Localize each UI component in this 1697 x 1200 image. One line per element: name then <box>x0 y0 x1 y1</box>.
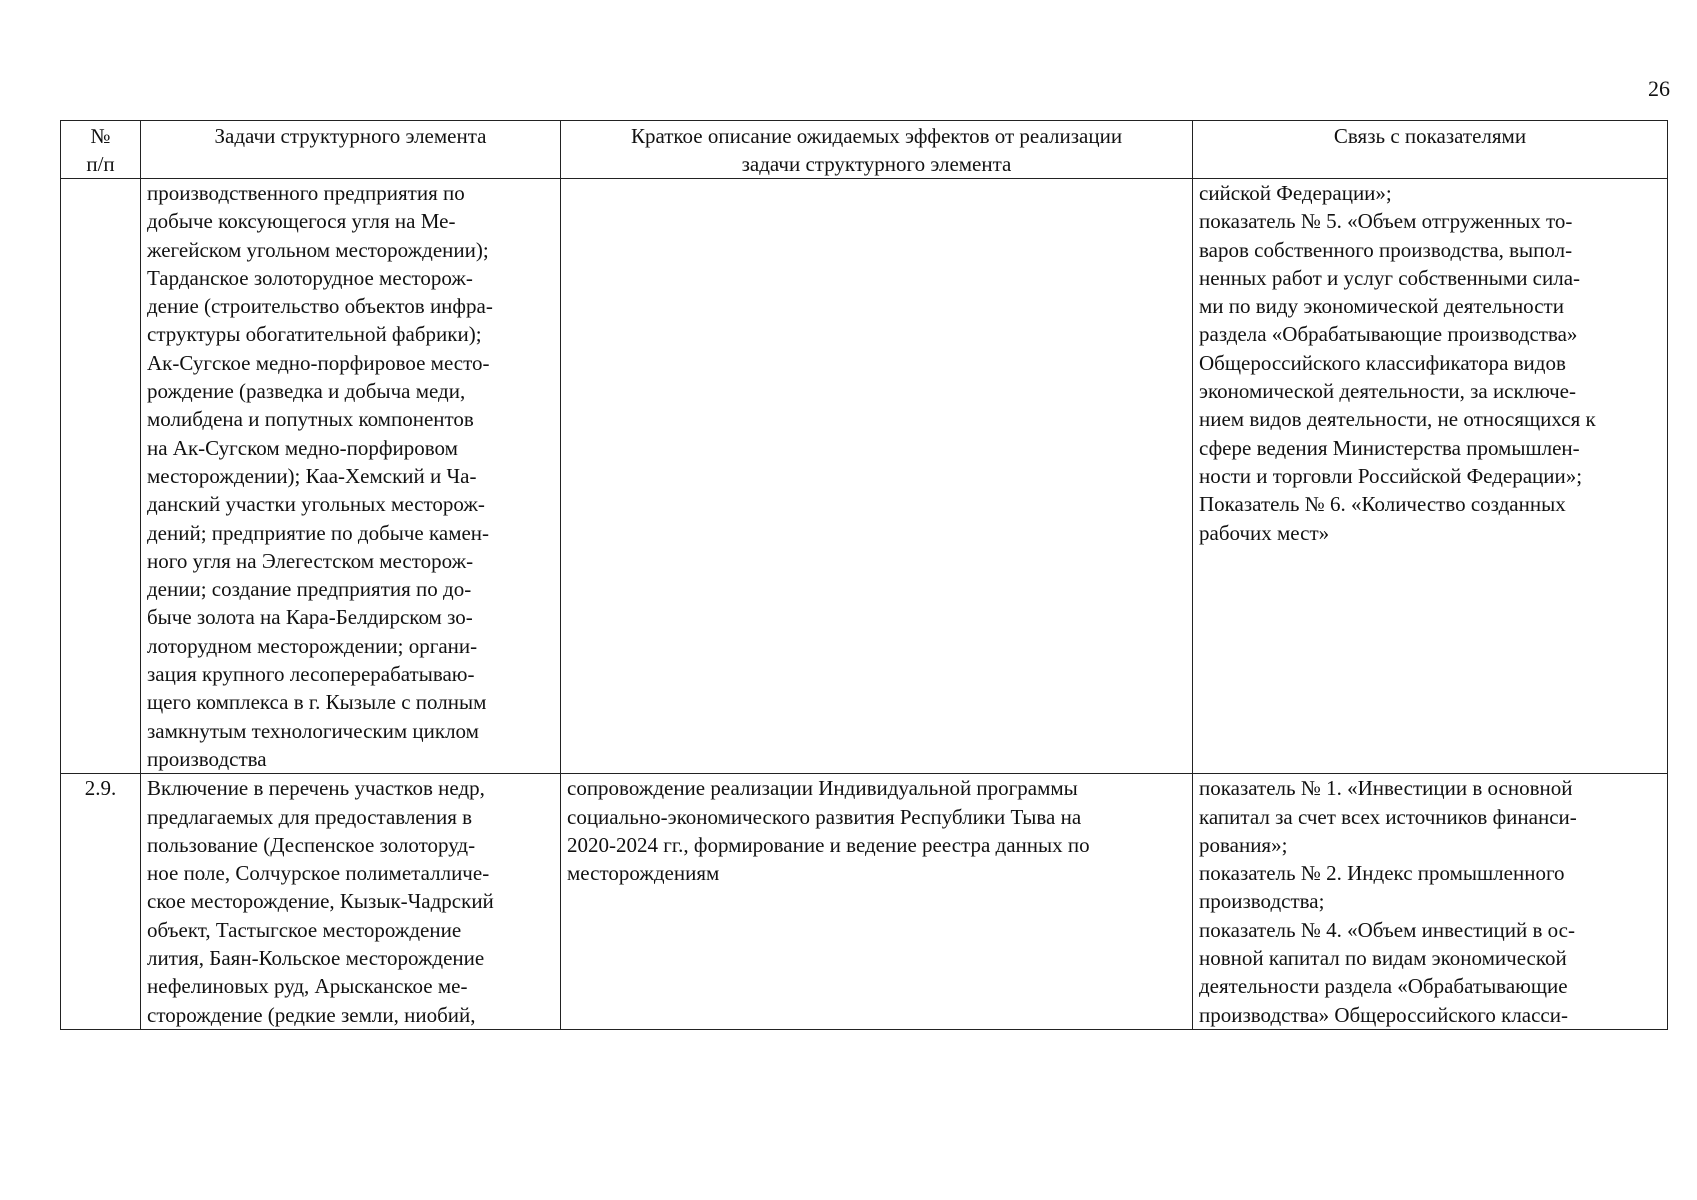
header-effects: Краткое описание ожидаемых эффектов от реализации задачи структурного элемента <box>561 121 1193 179</box>
table-header-row <box>61 121 1668 179</box>
task-cell: Включение в перечень участков недр, предлагаемых для предоставления в пользование (Деспенское золоторуд- ное поле, Солчурское полиметалличе- ское месторождение, Кызык-Чадрский объект, Тастыгское месторождение лития, Баян-Кольское месторождение нефелиновых руд, Арысканское ме- сторождение (редкие земли, ниобий, <box>141 774 561 1030</box>
effect-cell: сопровождение реализации Индивидуальной программы социально-экономического развития Республики Тыва на 2020-2024 гг., формирование и ведение реестра данных по месторождениям <box>561 774 1193 1030</box>
header-number: № п/п <box>61 121 141 179</box>
indicators-table <box>60 120 1668 1030</box>
row-number-cell <box>61 179 141 774</box>
table-row <box>61 179 1668 774</box>
effect-cell <box>561 179 1193 774</box>
indicator-cell: сийской Федерации»; показатель № 5. «Объем отгруженных то- варов собственного производства, выпол- ненных работ и услуг собственными сила- ми по виду экономической деятельности раздела «Обрабатывающие производства» Общероссийского классификатора видов экономической деятельности, за исключе- нием видов деятельности, не относящихся к сфере ведения Министерства промышлен- ности и торговли Российской Федерации»; Показатель № 6. «Количество созданных рабочих мест» <box>1193 179 1668 774</box>
indicator-cell: показатель № 1. «Инвестиции в основной капитал за счет всех источников финанси- рования»; показатель № 2. Индекс промышленного производства; показатель № 4. «Объем инвестиций в ос- новной капитал по видам экономической деятельности раздела «Обрабатывающие производства» Общероссийского класси- <box>1193 774 1668 1030</box>
header-tasks: Задачи структурного элемента <box>141 121 561 179</box>
row-number-cell: 2.9. <box>61 774 141 1030</box>
task-cell: производственного предприятия по добыче коксующегося угля на Ме- жегейском угольном месторождении); Тарданское золоторудное месторож- дение (строительство объектов инфра- структуры обогатительной фабрики); Ак-Сугское медно-порфировое место- рождение (разведка и добыча меди, молибдена и попутных компонентов на Ак-Сугском медно-порфировом месторождении); Каа-Хемский и Ча- данский участки угольных месторож- дений; предприятие по добыче камен- ного угля на Элегестском месторож- дении; создание предприятия по до- быче золота на Кара-Белдирском зо- лоторудном месторождении; органи- зация крупного лесоперерабатываю- щего комплекса в г. Кызыле с полным замкнутым технологическим циклом производства <box>141 179 561 774</box>
page-number: 26 <box>1648 76 1670 101</box>
header-indicators: Связь с показателями <box>1193 121 1668 179</box>
table-row <box>61 774 1668 1030</box>
